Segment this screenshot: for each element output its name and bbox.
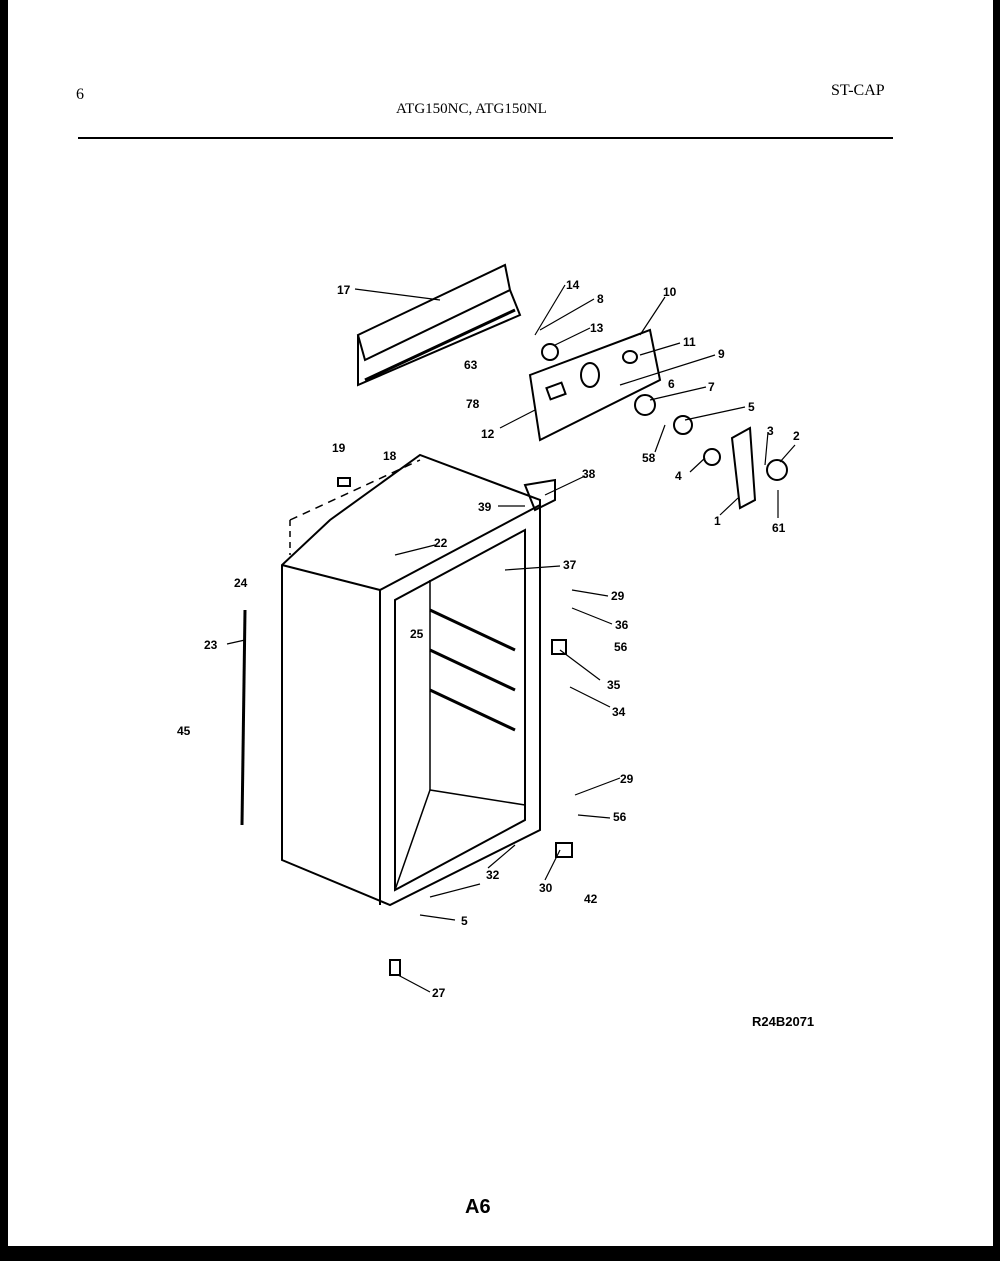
callout-35: 35 bbox=[607, 678, 621, 692]
callout-9: 9 bbox=[718, 347, 725, 361]
callout-63: 63 bbox=[464, 358, 478, 372]
callout-13: 13 bbox=[590, 321, 604, 335]
callout-58: 58 bbox=[642, 451, 656, 465]
callout-2: 2 bbox=[793, 429, 800, 443]
top-trim bbox=[358, 265, 510, 360]
shelf-rails bbox=[430, 610, 515, 730]
page-id: A6 bbox=[465, 1196, 491, 1218]
callout-38: 38 bbox=[582, 467, 596, 481]
callout-42: 42 bbox=[584, 892, 598, 906]
callout-12: 12 bbox=[481, 427, 495, 441]
callout-39: 39 bbox=[478, 500, 492, 514]
model-numbers: ATG150NC, ATG150NL bbox=[396, 101, 547, 117]
callout-36: 36 bbox=[615, 618, 629, 632]
callout-56b: 56 bbox=[613, 810, 627, 824]
callout-10: 10 bbox=[663, 285, 677, 299]
page-number: 6 bbox=[76, 86, 84, 103]
callout-23: 23 bbox=[204, 638, 218, 652]
callout-14: 14 bbox=[566, 278, 580, 292]
callout-3: 3 bbox=[767, 424, 774, 438]
section-code: ST-CAP bbox=[831, 82, 885, 99]
callout-45: 45 bbox=[177, 724, 191, 738]
callout-34: 34 bbox=[612, 705, 626, 719]
callout-22: 22 bbox=[434, 536, 448, 550]
callout-4: 4 bbox=[675, 469, 682, 483]
callout-37: 37 bbox=[563, 558, 577, 572]
callout-18: 18 bbox=[383, 449, 397, 463]
callout-7: 7 bbox=[708, 380, 715, 394]
callout-32: 32 bbox=[486, 868, 500, 882]
callout-5: 5 bbox=[748, 400, 755, 414]
callout-11: 11 bbox=[683, 335, 696, 349]
drain-tube bbox=[242, 610, 245, 825]
callout-29b: 29 bbox=[620, 772, 634, 786]
callout-5b: 5 bbox=[461, 914, 468, 928]
callout-27: 27 bbox=[432, 986, 446, 1000]
callout-56: 56 bbox=[614, 640, 628, 654]
control-bracket bbox=[732, 428, 755, 508]
callout-6: 6 bbox=[668, 377, 675, 391]
callout-8: 8 bbox=[597, 292, 604, 306]
callout-17: 17 bbox=[337, 283, 351, 297]
callout-25: 25 bbox=[410, 627, 424, 641]
diagram-code: R24B2071 bbox=[752, 1014, 815, 1029]
callout-61: 61 bbox=[772, 521, 786, 535]
callout-30: 30 bbox=[539, 881, 553, 895]
callout-19: 19 bbox=[332, 441, 346, 455]
callout-29: 29 bbox=[611, 589, 625, 603]
callout-78: 78 bbox=[466, 397, 480, 411]
callout-1: 1 bbox=[714, 514, 721, 528]
callout-24: 24 bbox=[234, 576, 248, 590]
cabinet-outline bbox=[282, 455, 540, 905]
